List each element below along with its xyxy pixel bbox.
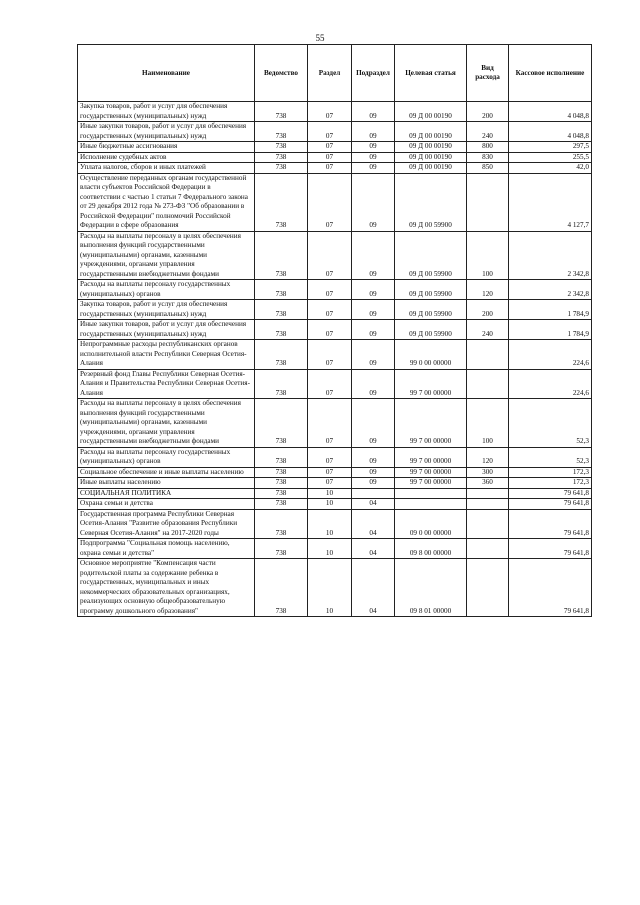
row-department: 738 bbox=[255, 122, 308, 142]
row-department: 738 bbox=[255, 142, 308, 153]
row-section: 07 bbox=[308, 320, 352, 340]
table-header-row bbox=[78, 45, 592, 102]
row-name: Подпрограмма "Социальная помощь населению, охрана семьи и детства" bbox=[78, 539, 255, 559]
row-subsection: 09 bbox=[352, 122, 395, 142]
row-expense-type bbox=[467, 488, 509, 499]
table-row bbox=[78, 369, 592, 399]
row-section: 07 bbox=[308, 173, 352, 231]
row-name: Государственная программа Республики Северная Осетия-Алания "Развитие образования Республики Северная Осетия-Алания" на 2017-2020 годы bbox=[78, 509, 255, 539]
row-subsection: 09 bbox=[352, 447, 395, 467]
row-section: 10 bbox=[308, 488, 352, 499]
row-target-article: 09 Д 00 00190 bbox=[395, 142, 467, 153]
row-target-article: 09 Д 00 59900 bbox=[395, 300, 467, 320]
row-target-article: 09 8 00 00000 bbox=[395, 539, 467, 559]
header-execution: Кассовое исполнение bbox=[509, 45, 592, 102]
row-execution: 172,3 bbox=[509, 467, 592, 478]
row-subsection: 09 bbox=[352, 300, 395, 320]
row-expense-type: 800 bbox=[467, 142, 509, 153]
row-name: Иные бюджетные ассигнования bbox=[78, 142, 255, 153]
row-expense-type: 100 bbox=[467, 399, 509, 448]
row-subsection: 09 bbox=[352, 102, 395, 122]
row-name: Расходы на выплаты персоналу государственных (муниципальных) органов bbox=[78, 447, 255, 467]
row-execution: 224,6 bbox=[509, 369, 592, 399]
row-section: 07 bbox=[308, 122, 352, 142]
row-department: 738 bbox=[255, 231, 308, 280]
row-expense-type: 240 bbox=[467, 122, 509, 142]
table-row bbox=[78, 340, 592, 370]
row-subsection: 09 bbox=[352, 478, 395, 489]
table-row bbox=[78, 509, 592, 539]
row-subsection: 09 bbox=[352, 152, 395, 163]
table-row bbox=[78, 102, 592, 122]
row-section: 07 bbox=[308, 478, 352, 489]
row-department: 738 bbox=[255, 399, 308, 448]
row-subsection: 09 bbox=[352, 340, 395, 370]
row-expense-type bbox=[467, 369, 509, 399]
row-execution: 79 641,8 bbox=[509, 499, 592, 510]
row-expense-type bbox=[467, 340, 509, 370]
row-section: 07 bbox=[308, 152, 352, 163]
row-execution: 4 127,7 bbox=[509, 173, 592, 231]
row-execution: 42,0 bbox=[509, 163, 592, 174]
row-execution: 2 342,8 bbox=[509, 280, 592, 300]
table-row bbox=[78, 488, 592, 499]
header-name: Наименование bbox=[78, 45, 255, 102]
row-subsection: 09 bbox=[352, 369, 395, 399]
header-section: Раздел bbox=[308, 45, 352, 102]
row-department: 738 bbox=[255, 369, 308, 399]
row-name: Расходы на выплаты персоналу в целях обеспечения выполнения функций государственными (муниципальными) органами, казенными учреждениями, органами управления государственными внебюджетными фондами bbox=[78, 231, 255, 280]
row-name: Иные закупки товаров, работ и услуг для обеспечения государственных (муниципальных) нужд bbox=[78, 320, 255, 340]
row-name: Резервный фонд Главы Республики Северная Осетия-Алания и Правительства Республики Северная Осетия-Алания bbox=[78, 369, 255, 399]
table-row bbox=[78, 173, 592, 231]
row-department: 738 bbox=[255, 447, 308, 467]
row-section: 07 bbox=[308, 399, 352, 448]
row-department: 738 bbox=[255, 320, 308, 340]
row-target-article: 99 0 00 00000 bbox=[395, 340, 467, 370]
row-name: Исполнение судебных актов bbox=[78, 152, 255, 163]
row-expense-type: 120 bbox=[467, 280, 509, 300]
row-target-article bbox=[395, 488, 467, 499]
row-expense-type bbox=[467, 499, 509, 510]
row-subsection: 09 bbox=[352, 280, 395, 300]
table-row bbox=[78, 300, 592, 320]
row-expense-type: 240 bbox=[467, 320, 509, 340]
row-section: 10 bbox=[308, 499, 352, 510]
row-execution: 4 048,8 bbox=[509, 122, 592, 142]
row-execution: 1 784,9 bbox=[509, 320, 592, 340]
row-target-article: 99 7 00 00000 bbox=[395, 369, 467, 399]
row-execution: 2 342,8 bbox=[509, 231, 592, 280]
header-department: Ведомство bbox=[255, 45, 308, 102]
table-row bbox=[78, 280, 592, 300]
row-target-article: 99 7 00 00000 bbox=[395, 447, 467, 467]
row-name: Уплата налогов, сборов и иных платежей bbox=[78, 163, 255, 174]
row-target-article: 09 Д 00 00190 bbox=[395, 122, 467, 142]
row-name: Охрана семьи и детства bbox=[78, 499, 255, 510]
row-target-article: 99 7 00 00000 bbox=[395, 467, 467, 478]
row-expense-type bbox=[467, 509, 509, 539]
row-target-article: 09 Д 00 59900 bbox=[395, 173, 467, 231]
row-expense-type: 100 bbox=[467, 231, 509, 280]
row-section: 07 bbox=[308, 467, 352, 478]
row-expense-type: 850 bbox=[467, 163, 509, 174]
row-subsection: 09 bbox=[352, 320, 395, 340]
row-expense-type: 300 bbox=[467, 467, 509, 478]
row-expense-type: 830 bbox=[467, 152, 509, 163]
row-target-article: 09 8 01 00000 bbox=[395, 559, 467, 617]
row-subsection: 09 bbox=[352, 399, 395, 448]
row-subsection: 09 bbox=[352, 163, 395, 174]
row-department: 738 bbox=[255, 478, 308, 489]
table-row bbox=[78, 163, 592, 174]
table-row bbox=[78, 231, 592, 280]
row-name: Основное мероприятие "Компенсация части родительской платы за содержание ребенка в государственных, муниципальных и иных некоммерческих образовательных организациях, реализующих основную общеобразовательную программу дошкольного образования" bbox=[78, 559, 255, 617]
row-execution: 52,3 bbox=[509, 447, 592, 467]
row-execution: 79 641,8 bbox=[509, 488, 592, 499]
row-execution: 52,3 bbox=[509, 399, 592, 448]
row-department: 738 bbox=[255, 300, 308, 320]
row-subsection: 04 bbox=[352, 559, 395, 617]
row-target-article: 09 Д 00 00190 bbox=[395, 163, 467, 174]
row-name: Иные закупки товаров, работ и услуг для обеспечения государственных (муниципальных) нужд bbox=[78, 122, 255, 142]
row-department: 738 bbox=[255, 340, 308, 370]
row-subsection: 04 bbox=[352, 499, 395, 510]
row-subsection: 09 bbox=[352, 231, 395, 280]
row-subsection: 09 bbox=[352, 467, 395, 478]
row-name: Осуществление переданных органам государственной власти субъектов Российской Федерации в соответствии с частью 1 статьи 7 Федерального закона от 29 декабря 2012 года № 273-ФЗ "Об образовании в Российской Федерации" полномочий Российской Федерации в сфере образования bbox=[78, 173, 255, 231]
row-execution: 172,3 bbox=[509, 478, 592, 489]
table-row bbox=[78, 559, 592, 617]
row-section: 07 bbox=[308, 340, 352, 370]
row-department: 738 bbox=[255, 499, 308, 510]
table-row bbox=[78, 539, 592, 559]
row-name: Закупка товаров, работ и услуг для обеспечения государственных (муниципальных) нужд bbox=[78, 102, 255, 122]
row-subsection bbox=[352, 488, 395, 499]
row-execution: 255,5 bbox=[509, 152, 592, 163]
row-execution: 224,6 bbox=[509, 340, 592, 370]
row-target-article: 09 Д 00 59900 bbox=[395, 280, 467, 300]
header-expense-type: Вид расхода bbox=[467, 45, 509, 102]
row-name: СОЦИАЛЬНАЯ ПОЛИТИКА bbox=[78, 488, 255, 499]
row-section: 07 bbox=[308, 280, 352, 300]
row-target-article: 09 Д 00 00190 bbox=[395, 102, 467, 122]
row-subsection: 04 bbox=[352, 539, 395, 559]
table-row bbox=[78, 320, 592, 340]
row-department: 738 bbox=[255, 509, 308, 539]
row-target-article bbox=[395, 499, 467, 510]
row-target-article: 99 7 00 00000 bbox=[395, 399, 467, 448]
page-number: 55 bbox=[315, 33, 325, 43]
table-row bbox=[78, 478, 592, 489]
budget-table bbox=[77, 44, 592, 617]
row-expense-type bbox=[467, 559, 509, 617]
row-subsection: 09 bbox=[352, 142, 395, 153]
row-subsection: 09 bbox=[352, 173, 395, 231]
row-department: 738 bbox=[255, 559, 308, 617]
row-expense-type: 200 bbox=[467, 102, 509, 122]
row-department: 738 bbox=[255, 163, 308, 174]
row-section: 07 bbox=[308, 142, 352, 153]
row-name: Закупка товаров, работ и услуг для обеспечения государственных (муниципальных) нужд bbox=[78, 300, 255, 320]
row-target-article: 09 Д 00 59900 bbox=[395, 320, 467, 340]
row-section: 07 bbox=[308, 369, 352, 399]
row-section: 10 bbox=[308, 509, 352, 539]
row-section: 07 bbox=[308, 231, 352, 280]
row-expense-type bbox=[467, 539, 509, 559]
row-department: 738 bbox=[255, 173, 308, 231]
row-expense-type bbox=[467, 173, 509, 231]
row-department: 738 bbox=[255, 488, 308, 499]
row-target-article: 99 7 00 00000 bbox=[395, 478, 467, 489]
row-section: 07 bbox=[308, 163, 352, 174]
row-section: 07 bbox=[308, 102, 352, 122]
header-subsection: Подраздел bbox=[352, 45, 395, 102]
row-expense-type: 360 bbox=[467, 478, 509, 489]
row-execution: 79 641,8 bbox=[509, 509, 592, 539]
row-name: Социальное обеспечение и иные выплаты населению bbox=[78, 467, 255, 478]
row-name: Иные выплаты населению bbox=[78, 478, 255, 489]
row-department: 738 bbox=[255, 467, 308, 478]
row-expense-type: 120 bbox=[467, 447, 509, 467]
table-row bbox=[78, 142, 592, 153]
header-target-article: Целевая статья bbox=[395, 45, 467, 102]
table-row bbox=[78, 499, 592, 510]
row-target-article: 09 0 00 00000 bbox=[395, 509, 467, 539]
row-target-article: 09 Д 00 59900 bbox=[395, 231, 467, 280]
row-execution: 297,5 bbox=[509, 142, 592, 153]
row-target-article: 09 Д 00 00190 bbox=[395, 152, 467, 163]
table-row bbox=[78, 399, 592, 448]
row-department: 738 bbox=[255, 102, 308, 122]
row-subsection: 04 bbox=[352, 509, 395, 539]
table-row bbox=[78, 122, 592, 142]
row-section: 07 bbox=[308, 447, 352, 467]
row-execution: 4 048,8 bbox=[509, 102, 592, 122]
row-name: Расходы на выплаты персоналу в целях обеспечения выполнения функций государственными (муниципальными) органами, казенными учреждениями, органами управления государственными внебюджетными фондами bbox=[78, 399, 255, 448]
row-section: 10 bbox=[308, 559, 352, 617]
row-department: 738 bbox=[255, 152, 308, 163]
row-section: 07 bbox=[308, 300, 352, 320]
table-row bbox=[78, 467, 592, 478]
table-row bbox=[78, 447, 592, 467]
row-department: 738 bbox=[255, 280, 308, 300]
row-name: Непрограммные расходы республиканских органов исполнительной власти Республики Северная Осетия-Алания bbox=[78, 340, 255, 370]
row-section: 10 bbox=[308, 539, 352, 559]
row-name: Расходы на выплаты персоналу государственных (муниципальных) органов bbox=[78, 280, 255, 300]
row-department: 738 bbox=[255, 539, 308, 559]
row-execution: 79 641,8 bbox=[509, 539, 592, 559]
table-row bbox=[78, 152, 592, 163]
row-execution: 79 641,8 bbox=[509, 559, 592, 617]
row-expense-type: 200 bbox=[467, 300, 509, 320]
row-execution: 1 784,9 bbox=[509, 300, 592, 320]
